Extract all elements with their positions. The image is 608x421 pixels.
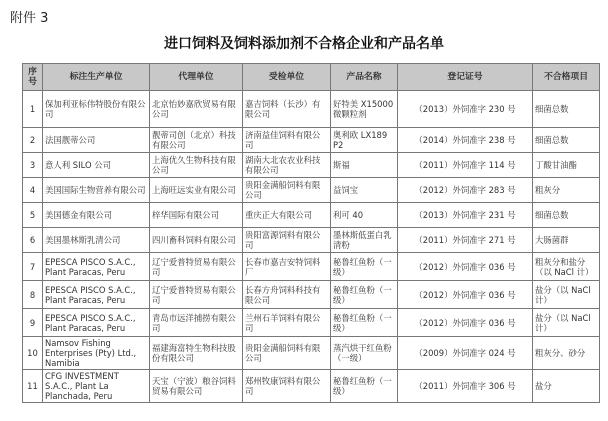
- cell-registration-no: （2012）外饲准字 036 号: [398, 253, 533, 281]
- cell-serial: 3: [23, 153, 43, 178]
- cell-inspected-unit: 贵阳金满船饲料有限公司: [243, 337, 331, 370]
- cell-manufacturer: 法国靓蒂公司: [43, 128, 150, 153]
- cell-registration-no: （2013）外饲准字 231 号: [398, 203, 533, 228]
- cell-registration-no: （2014）外饲准字 238 号: [398, 128, 533, 153]
- cell-nonconforming-item: 粗灰分、砂分: [533, 337, 600, 370]
- cell-manufacturer: 美国墨林斯乳清公司: [43, 228, 150, 253]
- table-header-row: [23, 64, 600, 91]
- cell-nonconforming-item: 细菌总数: [533, 203, 600, 228]
- cell-manufacturer: 美国国际生物营养有限公司: [43, 178, 150, 203]
- header-manufacturer: 标注生产单位: [43, 64, 150, 91]
- cell-inspected-unit: 济南益佳饲料有限公司: [243, 128, 331, 153]
- cell-inspected-unit: 重庆正大有限公司: [243, 203, 331, 228]
- header-agent: 代理单位: [150, 64, 243, 91]
- cell-registration-no: （2012）外饲准字 036 号: [398, 281, 533, 309]
- table-row: [23, 91, 600, 128]
- header-nonconforming-item: 不合格项目: [533, 64, 600, 91]
- cell-serial: 5: [23, 203, 43, 228]
- table-row: [23, 370, 600, 403]
- cell-agent: 北京怡妙嘉欣贸易有限公司: [150, 91, 243, 128]
- cell-inspected-unit: 湖南大北农农业科技有限公司: [243, 153, 331, 178]
- cell-registration-no: （2012）外饲准字 283 号: [398, 178, 533, 203]
- cell-product-name: 秘鲁红鱼粉（一级）: [331, 281, 398, 309]
- cell-manufacturer: EPESCA PISCO S.A.C., Plant Paracas, Peru: [43, 281, 150, 309]
- cell-nonconforming-item: 大肠菌群: [533, 228, 600, 253]
- cell-inspected-unit: 郑州牧康饲料有限公司: [243, 370, 331, 403]
- table-row: [23, 337, 600, 370]
- cell-agent: 辽宁爱普特贸易有限公司: [150, 253, 243, 281]
- header-registration-no: 登记证号: [398, 64, 533, 91]
- table-row: [23, 153, 600, 178]
- table-row: [23, 203, 600, 228]
- cell-serial: 6: [23, 228, 43, 253]
- cell-serial: 2: [23, 128, 43, 153]
- cell-product-name: 益饲宝: [331, 178, 398, 203]
- cell-nonconforming-item: 细菌总数: [533, 128, 600, 153]
- cell-manufacturer: 美国德金有限公司: [43, 203, 150, 228]
- cell-product-name: 斯福: [331, 153, 398, 178]
- cell-agent: 青岛市远洋捕捞有限公司: [150, 309, 243, 337]
- cell-nonconforming-item: 粗灰分和盐分（以 NaCl 计）: [533, 253, 600, 281]
- cell-registration-no: （2013）外饲准字 230 号: [398, 91, 533, 128]
- cell-manufacturer: CFG INVESTMENT S.A.C., Plant La Planchada, Peru: [43, 370, 150, 403]
- cell-agent: 上海优久生物科技有限公司: [150, 153, 243, 178]
- cell-manufacturer: EPESCA PISCO S.A.C., Plant Paracas, Peru: [43, 253, 150, 281]
- cell-inspected-unit: 贵阳富源饲料有限公司: [243, 228, 331, 253]
- cell-manufacturer: 保加利亚标伟特股份有限公司: [43, 91, 150, 128]
- cell-serial: 11: [23, 370, 43, 403]
- table-row: [23, 281, 600, 309]
- attachment-label: 附件 3: [10, 11, 49, 26]
- cell-inspected-unit: 嘉吉饲料（长沙）有限公司: [243, 91, 331, 128]
- table-row: [23, 309, 600, 337]
- cell-agent: 梓华国际有限公司: [150, 203, 243, 228]
- cell-serial: 7: [23, 253, 43, 281]
- table-row: [23, 128, 600, 153]
- cell-product-name: 蒸汽烘干红鱼粉（一级）: [331, 337, 398, 370]
- cell-inspected-unit: 贵阳金满船饲料有限公司: [243, 178, 331, 203]
- cell-registration-no: （2011）外饲准字 114 号: [398, 153, 533, 178]
- cell-product-name: 秘鲁红鱼粉（一级）: [331, 309, 398, 337]
- cell-agent: 辽宁爱普特贸易有限公司: [150, 281, 243, 309]
- cell-serial: 10: [23, 337, 43, 370]
- cell-product-name: 奥利欧 LX189 P2: [331, 128, 398, 153]
- cell-serial: 4: [23, 178, 43, 203]
- cell-serial: 8: [23, 281, 43, 309]
- header-product-name: 产品名称: [331, 64, 398, 91]
- table-row: [23, 228, 600, 253]
- header-serial: 序号: [23, 64, 43, 91]
- cell-nonconforming-item: 丁酸甘油酯: [533, 153, 600, 178]
- cell-registration-no: （2012）外饲准字 036 号: [398, 309, 533, 337]
- cell-product-name: 秘鲁红鱼粉（一级）: [331, 253, 398, 281]
- cell-nonconforming-item: 盐分（以 NaCl 计）: [533, 309, 600, 337]
- cell-product-name: 秘鲁红鱼粉（一级）: [331, 370, 398, 403]
- cell-nonconforming-item: 盐分: [533, 370, 600, 403]
- cell-product-name: 利可 40: [331, 203, 398, 228]
- cell-serial: 9: [23, 309, 43, 337]
- cell-agent: 天宝（宁波）粮谷饲料贸易有限公司: [150, 370, 243, 403]
- cell-serial: 1: [23, 91, 43, 128]
- cell-nonconforming-item: 粗灰分: [533, 178, 600, 203]
- cell-agent: 靓蒂司创（北京）科技有限公司: [150, 128, 243, 153]
- cell-inspected-unit: 长春市嘉吉安特饲料厂: [243, 253, 331, 281]
- cell-product-name: 墨林斯低蛋白乳清粉: [331, 228, 398, 253]
- header-inspected-unit: 受检单位: [243, 64, 331, 91]
- cell-nonconforming-item: 细菌总数: [533, 91, 600, 128]
- cell-nonconforming-item: 盐分（以 NaCl 计）: [533, 281, 600, 309]
- cell-inspected-unit: 长春方舟饲料科技有限公司: [243, 281, 331, 309]
- nonconforming-products-table: [22, 63, 600, 403]
- cell-inspected-unit: 兰州石羊饲料有限公司: [243, 309, 331, 337]
- cell-registration-no: （2011）外饲准字 306 号: [398, 370, 533, 403]
- cell-manufacturer: Namsov Fishing Enterprises (Pty) Ltd., Namibia: [43, 337, 150, 370]
- cell-registration-no: （2011）外饲准字 271 号: [398, 228, 533, 253]
- cell-product-name: 好特美 X15000 微颗粒剂: [331, 91, 398, 128]
- table-row: [23, 253, 600, 281]
- cell-manufacturer: EPESCA PISCO S.A.C., Plant Paracas, Peru: [43, 309, 150, 337]
- cell-agent: 四川畜科饲料有限公司: [150, 228, 243, 253]
- cell-manufacturer: 意人利 SILO 公司: [43, 153, 150, 178]
- cell-registration-no: （2009）外饲准字 024 号: [398, 337, 533, 370]
- table-row: [23, 178, 600, 203]
- cell-agent: 福建海富特生物科技股份有限公司: [150, 337, 243, 370]
- cell-agent: 上海旺远实业有限公司: [150, 178, 243, 203]
- page-title: 进口饲料及饲料添加剂不合格企业和产品名单: [164, 36, 444, 52]
